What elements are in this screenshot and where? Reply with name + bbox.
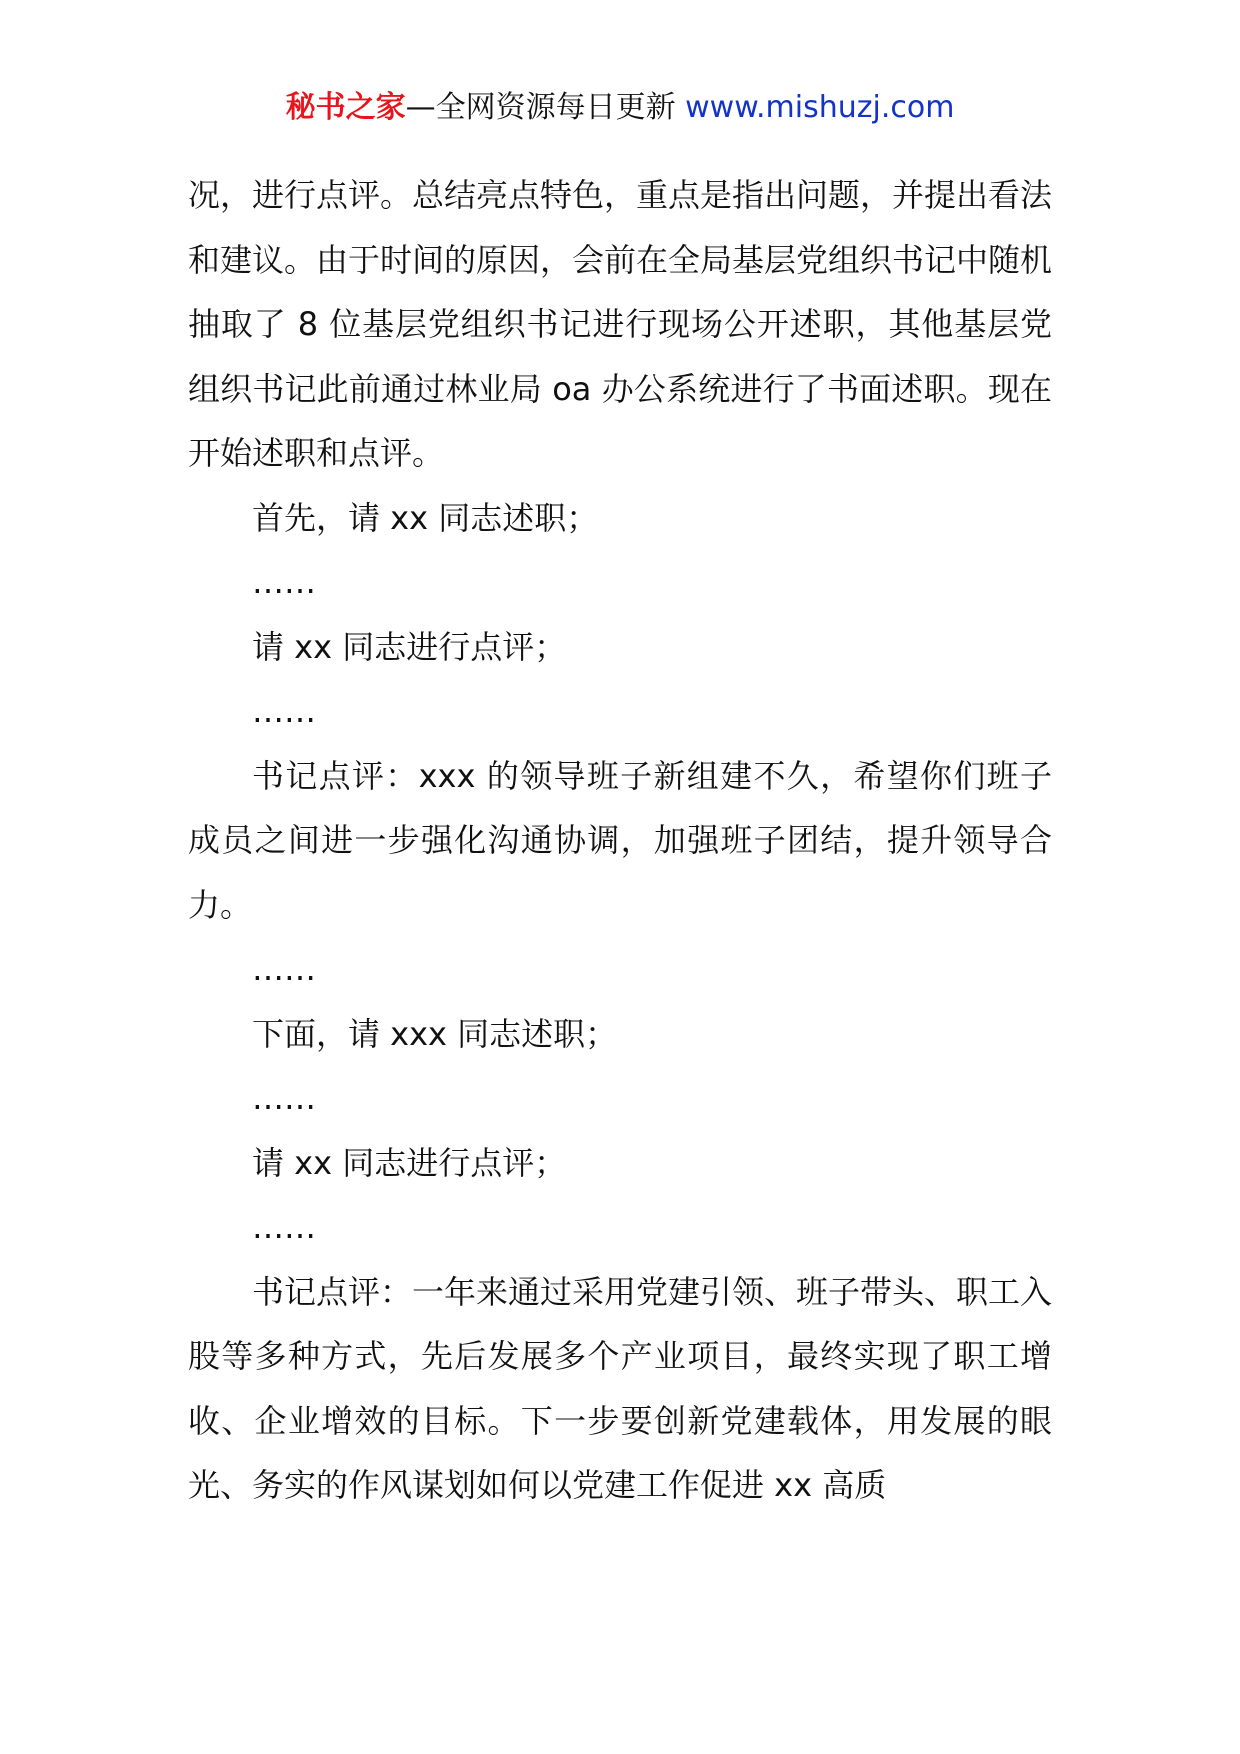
page-header: [0, 86, 1240, 130]
paragraph: 请 xx 同志进行点评；: [252, 1143, 567, 1182]
paragraph-ellipsis: ……: [252, 563, 316, 601]
paragraph: 书记点评：一年来通过采用党建引领、班子带头、职工入股等多种方式，先后发展多个产业项目，最终实现了职工增收、企业增效的目标。下一步要创新党建载体，用发展的眼光、务实的作风谋划如何以党建工作促进 xx 高质: [188, 1272, 1053, 1504]
paragraph-ellipsis: ……: [252, 1208, 316, 1246]
paragraph: 首先，请 xx 同志述职；: [252, 498, 599, 537]
paragraph: 书记点评：xxx 的领导班子新组建不久，希望你们班子成员之间进一步强化沟通协调，加强班子团结，提升领导合力。: [188, 756, 1052, 924]
header-brand: 秘书之家: [285, 90, 406, 125]
paragraph-continuation: 况，进行点评。总结亮点特色，重点是指出问题，并提出看法和建议。由于时间的原因，会前在全局基层党组织书记中随机抽取了 8 位基层党组织书记进行现场公开述职，其他基层党组织书记此前通过林业局 oa 办公系统进行了书面述职。现在开始述职和点评。: [188, 176, 1053, 472]
paragraph-ellipsis: ……: [252, 950, 316, 988]
paragraph: 请 xx 同志进行点评；: [252, 627, 567, 666]
paragraph: 下面，请 xxx 同志述职；: [252, 1014, 618, 1053]
header-url-link[interactable]: www.mishuzj.com: [685, 90, 955, 125]
paragraph-ellipsis: ……: [252, 692, 316, 730]
document-body: [188, 163, 1052, 1518]
header-tagline: —全网资源每日更新: [405, 90, 676, 125]
paragraph-ellipsis: ……: [252, 1079, 316, 1117]
